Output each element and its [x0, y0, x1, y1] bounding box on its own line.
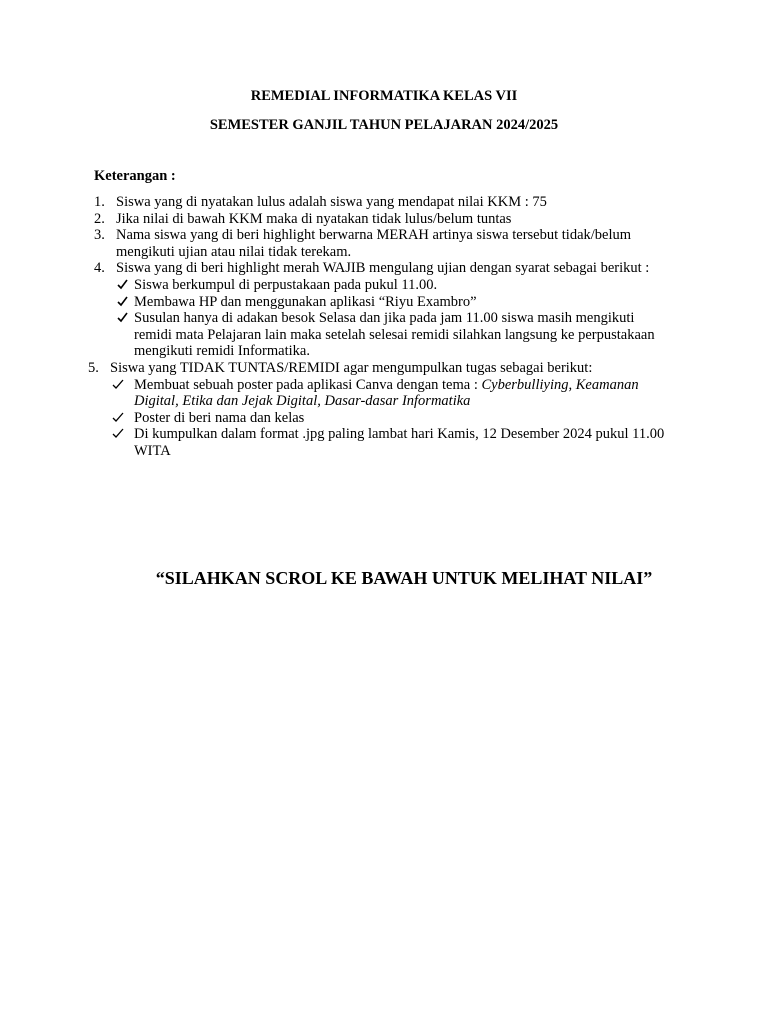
keterangan-label: Keterangan : [94, 168, 176, 184]
list-item-text: Nama siswa yang di beri highlight berwarna MERAH artinya siswa tersebut tidak/belum mengikuti ujian atau nilai tidak terekam. [116, 227, 632, 260]
list-item-number: 4. [94, 260, 105, 277]
list-item-number: 1. [94, 194, 105, 210]
list-item-number: 5. [88, 359, 99, 376]
poster-theme-text: Cyberbulliying, Keamanan Digital, Etika dan Jejak Digital, Dasar-dasar Informatika [134, 376, 639, 410]
list-item-number: 2. [94, 210, 105, 227]
sub-list-item-text: Membawa HP dan menggunakan aplikasi “Riyu Exambro” [134, 293, 477, 310]
sub-list-item-text-plain: Membuat sebuah poster pada aplikasi Canva dengan tema : [134, 376, 482, 393]
list-item-text: Siswa yang di nyatakan lulus adalah siswa yang mendapat nilai KKM : 75 [116, 194, 547, 210]
sub-list-item-text: Susulan hanya di adakan besok Selasa dan jika pada jam 11.00 siswa masih mengikuti remidi mata Pelajaran lain maka setelah selesai remidi silahkan langsung ke perpustakaan mengikuti remidi Informatika. [134, 310, 655, 360]
scroll-down-notice: “SILAHKAN SCROL KE BAWAH UNTUK MELIHAT NILAI” [155, 568, 653, 588]
document-subtitle: SEMESTER GANJIL TAHUN PELAJARAN 2024/2025 [209, 117, 559, 133]
sub-list-item-text: Di kumpulkan dalam format .jpg paling lambat hari Kamis, 12 Desember 2024 pukul 11.00 WITA [134, 426, 665, 459]
sub-list-item-text: Poster di beri nama dan kelas [134, 409, 305, 426]
sub-list-item-text: Siswa berkumpul di perpustakaan pada pukul 11.00. [134, 276, 438, 293]
list-item-text: Siswa yang di beri highlight merah WAJIB mengulang ujian dengan syarat sebagai berikut : [116, 260, 650, 277]
list-item-text: Jika nilai di bawah KKM maka di nyatakan tidak lulus/belum tuntas [116, 210, 512, 227]
document-title: REMEDIAL INFORMATIKA KELAS VII [250, 88, 518, 104]
list-item-number: 3. [94, 227, 105, 244]
list-item-text: Siswa yang TIDAK TUNTAS/REMIDI agar mengumpulkan tugas sebagai berikut: [110, 359, 593, 376]
